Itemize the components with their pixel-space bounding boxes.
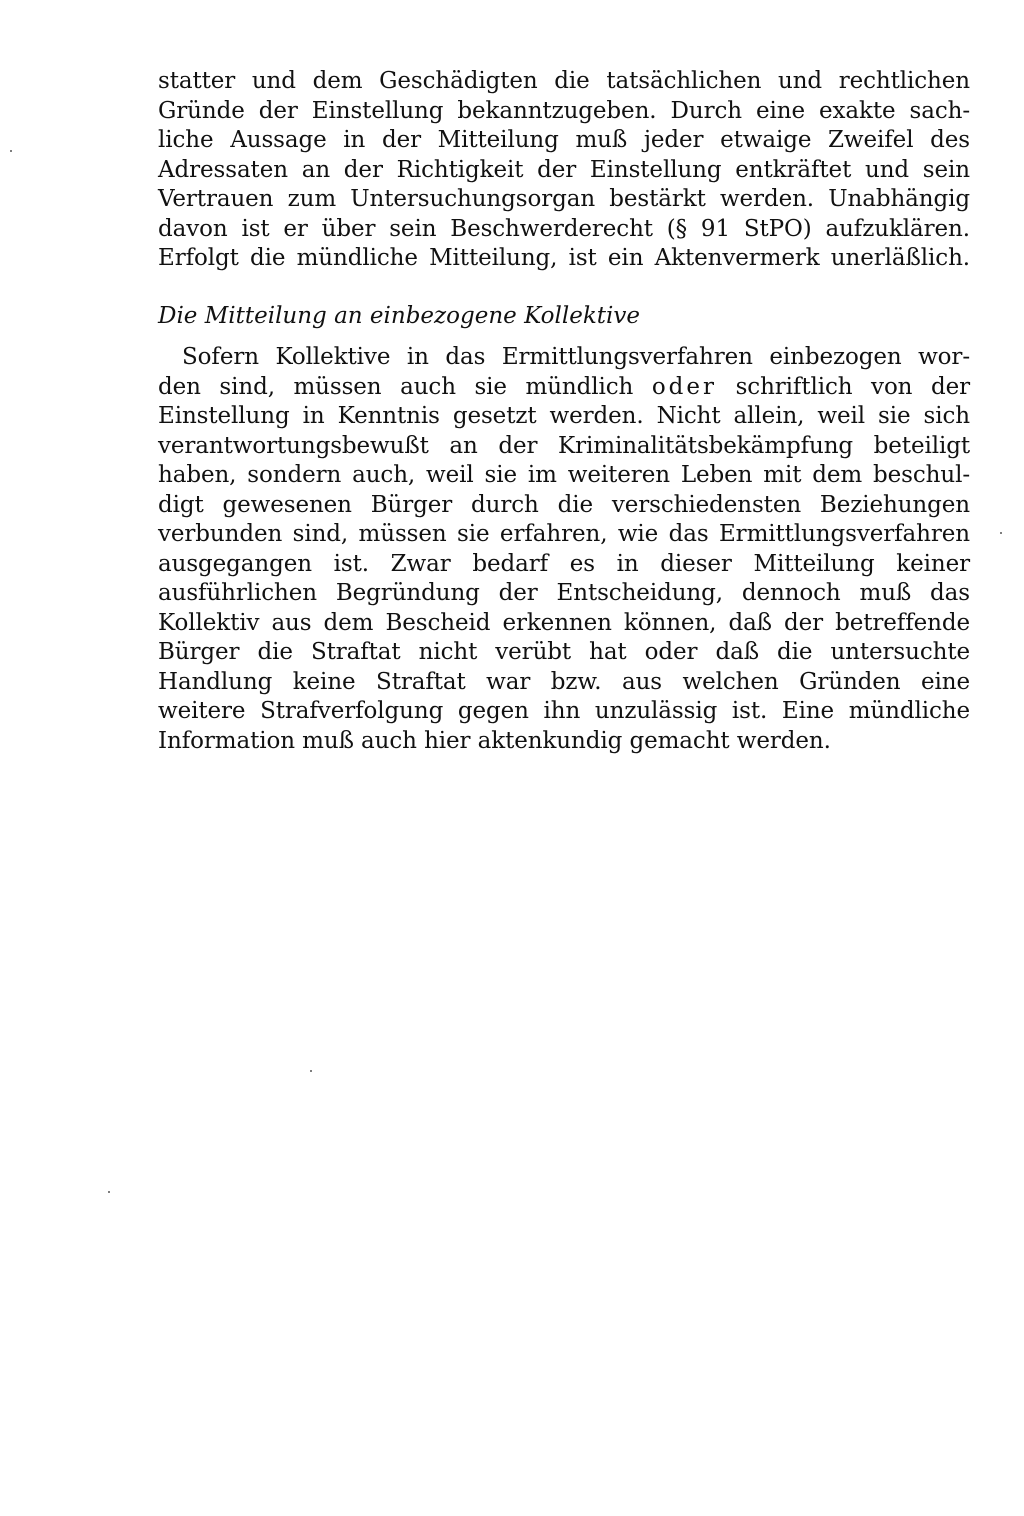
scan-speck bbox=[10, 150, 12, 152]
text-line: verantwortungsbewußt an der Kriminalitätsbekämpfung beteiligt bbox=[158, 432, 970, 459]
text-line: Vertrauen zum Untersuchungsorgan bestärkt werden. Unabhängig bbox=[158, 186, 970, 212]
scan-speck bbox=[1000, 532, 1002, 534]
text-line: liche Aussage in der Mitteilung muß jeder etwaige Zweifel des bbox=[158, 127, 970, 153]
section-heading: Die Mitteilung an einbezogene Kollektive bbox=[158, 302, 640, 329]
text-line: Einstellung in Kenntnis gesetzt werden. Nicht allein, weil sie sich bbox=[158, 403, 970, 429]
paragraph-1 bbox=[158, 67, 970, 274]
text-line: weitere Strafverfolgung gegen ihn unzulässig ist. Eine mündliche bbox=[158, 698, 970, 724]
text-line: Handlung keine Straftat war bzw. aus welchen Gründen eine bbox=[158, 668, 970, 695]
text-line: davon ist er über sein Beschwerderecht (§ 91 StPO) aufzuklären. bbox=[158, 215, 970, 242]
text-line: verbunden sind, müssen sie erfahren, wie das Ermittlungsverfahren bbox=[158, 521, 970, 547]
text-column bbox=[158, 67, 970, 756]
text-line: Information muß auch hier aktenkundig gemacht werden. bbox=[158, 727, 831, 754]
text-line: ausführlichen Begründung der Entscheidung, dennoch muß das bbox=[158, 580, 970, 606]
text-line: Bürger die Straftat nicht verübt hat oder daß die untersuchte bbox=[158, 639, 970, 665]
text-line: Sofern Kollektive in das Ermittlungsverfahren einbezogen wor- bbox=[182, 344, 970, 370]
text-line: Erfolgt die mündliche Mitteilung, ist ein Aktenvermerk unerläßlich. bbox=[158, 245, 970, 271]
text-line: statter und dem Geschädigten die tatsächlichen und rechtlichen bbox=[158, 68, 970, 94]
spaced-emphasis-word: oder bbox=[651, 373, 718, 400]
scan-speck bbox=[108, 1191, 110, 1193]
paragraph-2 bbox=[158, 343, 970, 756]
text-line: Kollektiv aus dem Bescheid erkennen können, daß der betreffende bbox=[158, 609, 970, 636]
text-fragment: den sind, müssen auch sie mündlich bbox=[158, 373, 634, 400]
text-line: haben, sondern auch, weil sie im weiteren Leben mit dem beschul- bbox=[158, 462, 970, 488]
text-line: ausgegangen ist. Zwar bedarf es in dieser Mitteilung keiner bbox=[158, 550, 970, 577]
text-line-with-spaced-word bbox=[158, 373, 970, 403]
text-fragment: schriftlich von der bbox=[735, 373, 970, 400]
scan-speck bbox=[310, 1070, 312, 1072]
text-line: digt gewesenen Bürger durch die verschiedensten Beziehungen bbox=[158, 491, 970, 518]
text-line: Adressaten an der Richtigkeit der Einstellung entkräftet und sein bbox=[158, 156, 970, 183]
text-line: Gründe der Einstellung bekanntzugeben. Durch eine exakte sach- bbox=[158, 97, 970, 124]
